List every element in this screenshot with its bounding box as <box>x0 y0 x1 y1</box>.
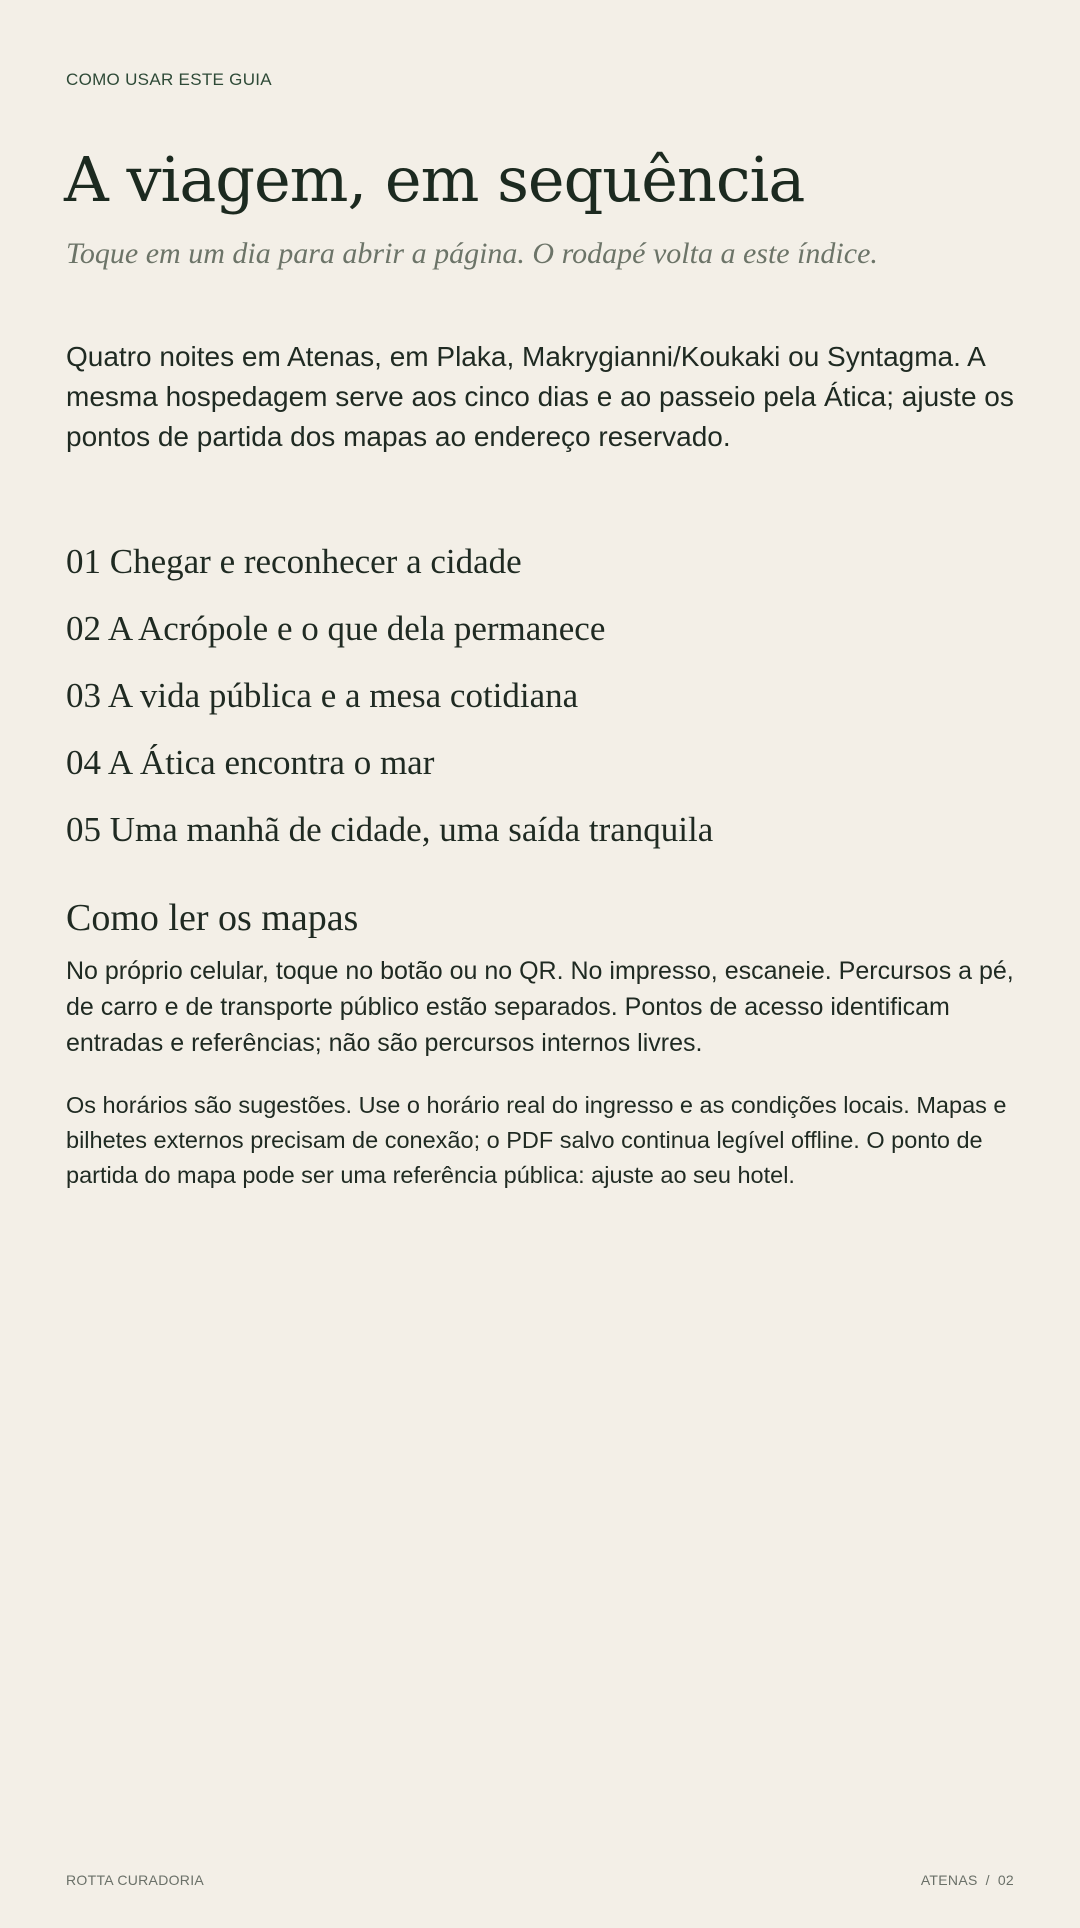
footer-separator: / <box>985 1872 990 1888</box>
day-link-03[interactable]: 03 A vida pública e a mesa cotidiana <box>66 676 579 715</box>
maps-paragraph-1: No próprio celular, toque no botão ou no QR. No impresso, escaneie. Percursos a pé, de carro e de transporte público estão separados. Pontos de acesso identificam entradas e referências; não são percursos internos livres. <box>66 957 1014 1057</box>
footer-page-number: 02 <box>997 1872 1014 1888</box>
footer-brand: ROTTA CURADORIA <box>66 1872 205 1888</box>
day-link-04[interactable]: 04 A Ática encontra o mar <box>66 743 435 782</box>
day-link-02[interactable]: 02 A Acrópole e o que dela permanece <box>66 609 606 648</box>
intro-paragraph: Quatro noites em Atenas, em Plaka, Makrygianni/Koukaki ou Syntagma. A mesma hospedagem serve aos cinco dias e ao passeio pela Ática; ajuste os pontos de partida dos mapas ao endereço reservado. <box>66 341 1014 452</box>
eyebrow-label: COMO USAR ESTE GUIA <box>66 70 272 89</box>
day-link-01[interactable]: 01 Chegar e reconhecer a cidade <box>66 542 522 581</box>
maps-section-title: Como ler os mapas <box>66 897 359 939</box>
page-subtitle: Toque em um dia para abrir a página. O rodapé volta a este índice. <box>66 237 878 270</box>
footer-section-label: ATENAS <box>920 1872 978 1888</box>
day-index-list <box>66 528 713 863</box>
footer-page-indicator[interactable] <box>921 1872 1014 1888</box>
page-title: A viagem, em sequência <box>64 143 805 216</box>
day-link-05[interactable]: 05 Uma manhã de cidade, uma saída tranquila <box>66 810 714 849</box>
maps-paragraph-2: Os horários são sugestões. Use o horário real do ingresso e as condições locais. Mapas e bilhetes externos precisam de conexão; o PDF salvo continua legível offline. O ponto de partida do mapa pode ser uma referência pública: ajuste ao seu hotel. <box>66 1092 1007 1188</box>
